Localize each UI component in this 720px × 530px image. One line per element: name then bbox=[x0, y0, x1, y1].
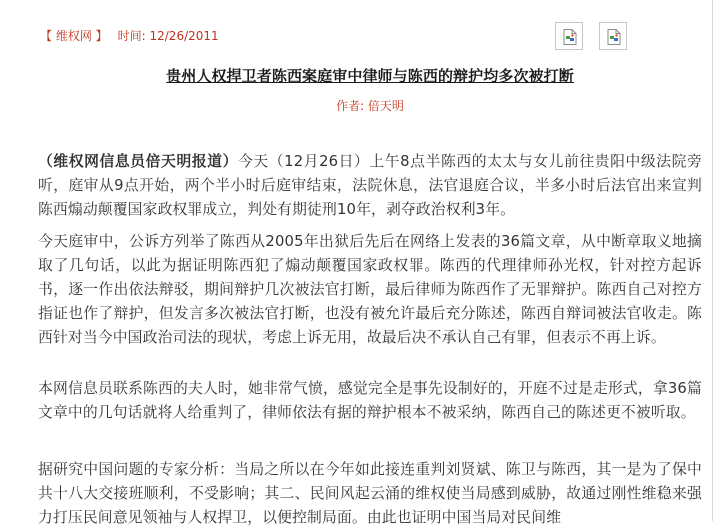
source-label[interactable]: 【 维权网 】 bbox=[40, 29, 108, 43]
broken-image-2[interactable] bbox=[599, 22, 627, 50]
publish-time: 时间: 12/26/2011 bbox=[117, 29, 219, 43]
broken-image-1[interactable] bbox=[555, 22, 583, 50]
article-author: 作者: 倍天明 bbox=[336, 99, 404, 113]
article-paragraph-1-text: 今天（12月26日）上午8点半陈西的太太与女儿前往贵阳中级法院旁听，庭审从9点开始，两个半小时后庭审结束，法院休息，法官退庭合议，半多小时后法官出来宣判陈西煽动颠覆国家政权罪成立，判处有期徒刑10年，剥夺政治权利3年。 bbox=[38, 153, 703, 218]
article-paragraph-3: 本网信息员联系陈西的夫人时，她非常气愤，感觉完全是事先设制好的，开庭不过是走形式，拿36篇文章中的几句话就将人给重判了，律师依法有据的辩护根本不被采纳，陈西自己的陈述更不被听取。 bbox=[38, 380, 702, 421]
article-paragraph-1 bbox=[38, 150, 702, 222]
broken-image-icon bbox=[607, 29, 621, 45]
article-paragraph-2: 今天庭审中，公诉方列举了陈西从2005年出狱后先后在网络上发表的36篇文章，从中断章取义地摘取了几句话，以此为据证明陈西犯了煽动颠覆国家政权罪。陈西的代理律师孙光权，针对控方起诉书，逐一作出依法辩驳，期间辩护几次被法官打断，最后律师为陈西作了无罪辩护。陈西自己对控方指证也作了辩护，但发言多次被法官打断，也没有被允许最后充分陈述，陈西自辩词被法官收走。陈西针对当今中国政治司法的现状，考虑上诉无用，故最后决不承认自己有罪，但表示不再上诉。 bbox=[38, 233, 702, 346]
article-title[interactable]: 贵州人权捍卫者陈西案庭审中律师与陈西的辩护均多次被打断 bbox=[166, 67, 574, 85]
article-lead: （维权网信息员倍天明报道） bbox=[38, 153, 238, 170]
article-meta bbox=[40, 29, 219, 43]
article-paragraph-4: 据研究中国问题的专家分析：当局之所以在今年如此接连重判刘贤斌、陈卫与陈西，其一是为了保中共十八大交接班顺利，不受影响；其二、民间风起云涌的维权使当局感到威胁，故通过刚性维稳来强力打压民间意见领袖与人权捍卫，以便控制局面。由此也证明中国当局对民间维 bbox=[38, 461, 702, 526]
broken-image-icon bbox=[563, 29, 577, 45]
